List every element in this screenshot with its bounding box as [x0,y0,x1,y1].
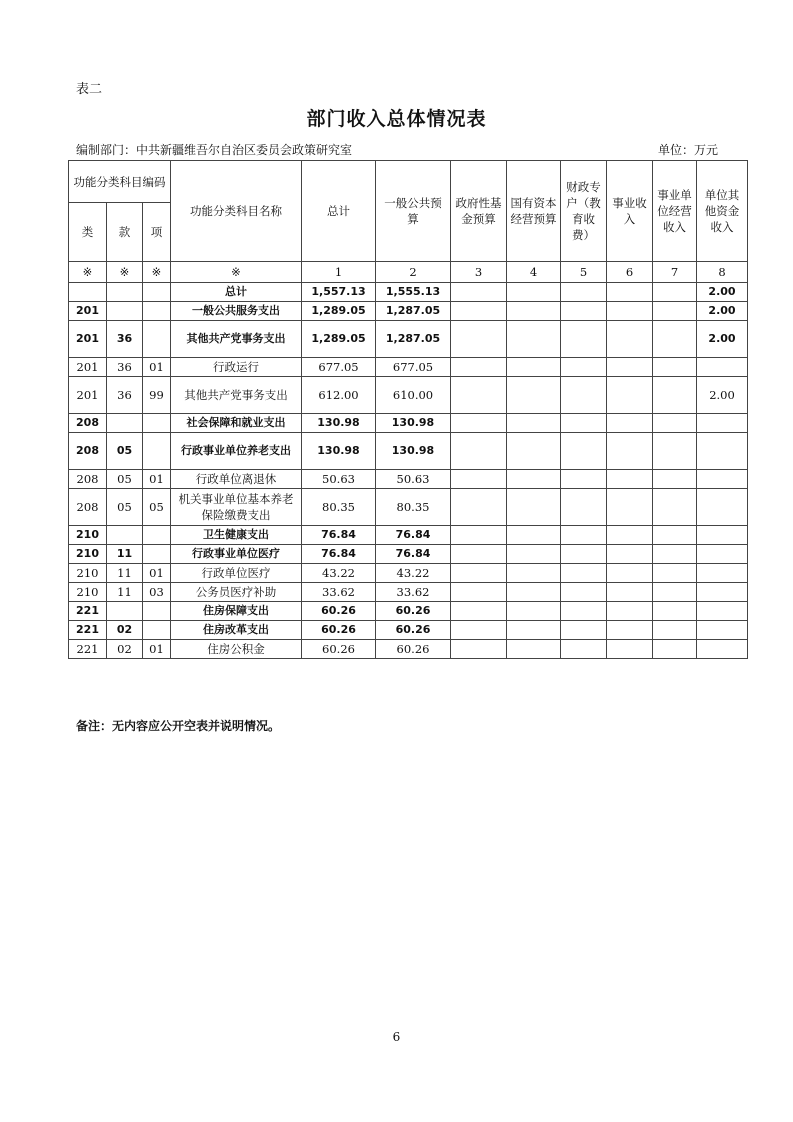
cell-name: 行政单位离退休 [171,470,302,489]
cell-general: 60.26 [376,621,451,640]
cell-c4 [507,640,561,659]
cell-c3 [451,470,507,489]
cell-general: 130.98 [376,433,451,470]
cell-c8 [697,564,748,583]
table-row [69,640,748,659]
cell-c6 [607,321,653,358]
header-total: 总计 [302,161,376,262]
cell-total: 60.26 [302,640,376,659]
cell-xiang [143,526,171,545]
cell-c5 [561,377,607,414]
cell-kuan: 11 [107,564,143,583]
cell-c3 [451,526,507,545]
header-state-capital: 国有资本经营预算 [507,161,561,262]
cell-total: 33.62 [302,583,376,602]
cell-total: 1,557.13 [302,283,376,302]
cell-c4 [507,526,561,545]
table-row [69,321,748,358]
cell-c3 [451,283,507,302]
header-name: 功能分类科目名称 [171,161,302,262]
index-cell: 3 [451,262,507,283]
cell-name: 住房改革支出 [171,621,302,640]
cell-c7 [653,321,697,358]
cell-c7 [653,358,697,377]
cell-lei: 210 [69,564,107,583]
cell-c7 [653,583,697,602]
cell-c8: 2.00 [697,321,748,358]
cell-general: 43.22 [376,564,451,583]
cell-xiang [143,302,171,321]
cell-xiang [143,545,171,564]
cell-total: 76.84 [302,526,376,545]
cell-name: 卫生健康支出 [171,526,302,545]
unit-label: 单位：万元 [658,143,719,157]
cell-general: 60.26 [376,640,451,659]
cell-kuan: 02 [107,640,143,659]
cell-c5 [561,526,607,545]
cell-xiang [143,283,171,302]
cell-kuan: 05 [107,489,143,526]
cell-name: 行政事业单位医疗 [171,545,302,564]
cell-c4 [507,545,561,564]
cell-kuan [107,283,143,302]
cell-c7 [653,414,697,433]
cell-kuan: 05 [107,433,143,470]
table-row [69,489,748,526]
cell-total: 130.98 [302,414,376,433]
index-cell: 1 [302,262,376,283]
cell-c5 [561,602,607,621]
index-row [69,262,748,283]
compiling-department: 编制部门：中共新疆维吾尔自治区委员会政策研究室 [76,143,353,157]
cell-lei: 201 [69,377,107,414]
cell-lei: 210 [69,545,107,564]
table-label: 表二 [76,82,103,97]
cell-total: 43.22 [302,564,376,583]
cell-general: 1,287.05 [376,321,451,358]
cell-general: 610.00 [376,377,451,414]
cell-c5 [561,321,607,358]
cell-name: 其他共产党事务支出 [171,321,302,358]
income-summary-table [68,160,748,659]
cell-c4 [507,377,561,414]
cell-c6 [607,414,653,433]
cell-c5 [561,414,607,433]
cell-lei: 201 [69,358,107,377]
cell-c4 [507,621,561,640]
cell-lei: 201 [69,321,107,358]
page-title: 部门收入总体情况表 [306,108,487,130]
cell-c7 [653,640,697,659]
cell-xiang: 99 [143,377,171,414]
header-general-budget: 一般公共预算 [376,161,451,262]
table-row [69,470,748,489]
cell-general: 1,555.13 [376,283,451,302]
cell-c3 [451,640,507,659]
cell-c3 [451,433,507,470]
cell-xiang [143,433,171,470]
header-lei: 类 [69,203,107,262]
cell-total: 130.98 [302,433,376,470]
cell-name: 其他共产党事务支出 [171,377,302,414]
cell-general: 76.84 [376,526,451,545]
cell-name: 住房保障支出 [171,602,302,621]
cell-c5 [561,302,607,321]
header-unit-operating: 事业单位经营收入 [653,161,697,262]
cell-c6 [607,621,653,640]
cell-c7 [653,302,697,321]
page-number: 6 [392,1030,401,1044]
cell-lei [69,283,107,302]
cell-lei: 221 [69,640,107,659]
cell-c4 [507,602,561,621]
cell-name: 一般公共服务支出 [171,302,302,321]
cell-total: 677.05 [302,358,376,377]
cell-kuan: 11 [107,583,143,602]
cell-c4 [507,564,561,583]
cell-c4 [507,433,561,470]
cell-c6 [607,433,653,470]
cell-c3 [451,564,507,583]
cell-c5 [561,640,607,659]
cell-kuan: 02 [107,621,143,640]
cell-general: 50.63 [376,470,451,489]
cell-c4 [507,414,561,433]
cell-xiang: 05 [143,489,171,526]
cell-total: 1,289.05 [302,302,376,321]
cell-c3 [451,545,507,564]
cell-xiang [143,414,171,433]
table-row [69,526,748,545]
cell-lei: 208 [69,489,107,526]
cell-c5 [561,621,607,640]
cell-c8 [697,545,748,564]
cell-c7 [653,489,697,526]
cell-total: 80.35 [302,489,376,526]
cell-lei: 208 [69,414,107,433]
cell-c8 [697,489,748,526]
cell-c5 [561,489,607,526]
cell-c5 [561,564,607,583]
header-other: 单位其他资金收入 [697,161,748,262]
cell-general: 677.05 [376,358,451,377]
cell-c8 [697,640,748,659]
cell-name: 总计 [171,283,302,302]
index-cell: ※ [107,262,143,283]
index-cell: 2 [376,262,451,283]
cell-c7 [653,470,697,489]
cell-c8 [697,621,748,640]
cell-c3 [451,321,507,358]
cell-c8: 2.00 [697,283,748,302]
cell-kuan: 05 [107,470,143,489]
table-row [69,545,748,564]
cell-c6 [607,583,653,602]
cell-c3 [451,489,507,526]
table-row [69,621,748,640]
index-cell: 6 [607,262,653,283]
cell-c6 [607,377,653,414]
cell-name: 公务员医疗补助 [171,583,302,602]
cell-c4 [507,321,561,358]
cell-c6 [607,470,653,489]
cell-kuan [107,302,143,321]
cell-total: 50.63 [302,470,376,489]
cell-c7 [653,433,697,470]
cell-c6 [607,640,653,659]
header-code-group: 功能分类科目编码 [69,161,171,203]
cell-c8 [697,414,748,433]
cell-c7 [653,283,697,302]
index-cell: ※ [143,262,171,283]
cell-kuan: 11 [107,545,143,564]
cell-c3 [451,602,507,621]
header-edu-fee: 财政专户（教育收费） [561,161,607,262]
cell-c4 [507,283,561,302]
table-row [69,414,748,433]
cell-c4 [507,470,561,489]
cell-kuan: 36 [107,321,143,358]
cell-c8 [697,526,748,545]
cell-lei: 210 [69,526,107,545]
cell-c8 [697,470,748,489]
cell-lei: 201 [69,302,107,321]
cell-general: 1,287.05 [376,302,451,321]
cell-c7 [653,602,697,621]
cell-c6 [607,358,653,377]
table-row [69,602,748,621]
table-row [69,433,748,470]
cell-name: 机关事业单位基本养老保险缴费支出 [171,489,302,526]
cell-c7 [653,526,697,545]
cell-xiang: 03 [143,583,171,602]
table-row [69,564,748,583]
cell-lei: 208 [69,433,107,470]
index-cell: ※ [69,262,107,283]
cell-c6 [607,302,653,321]
cell-c5 [561,358,607,377]
cell-c5 [561,283,607,302]
cell-c3 [451,621,507,640]
cell-general: 130.98 [376,414,451,433]
cell-name: 行政事业单位养老支出 [171,433,302,470]
cell-c5 [561,470,607,489]
cell-total: 612.00 [302,377,376,414]
cell-name: 社会保障和就业支出 [171,414,302,433]
cell-c8: 2.00 [697,302,748,321]
cell-c5 [561,433,607,470]
cell-c8 [697,583,748,602]
cell-xiang: 01 [143,470,171,489]
cell-total: 60.26 [302,621,376,640]
header-row-1 [69,161,748,203]
cell-c4 [507,358,561,377]
index-cell: 4 [507,262,561,283]
cell-lei: 210 [69,583,107,602]
cell-c8: 2.00 [697,377,748,414]
cell-c6 [607,564,653,583]
cell-kuan: 36 [107,377,143,414]
table-row [69,583,748,602]
footnote: 备注：无内容应公开空表并说明情况。 [76,719,281,733]
cell-name: 行政运行 [171,358,302,377]
cell-lei: 208 [69,470,107,489]
cell-total: 76.84 [302,545,376,564]
cell-total: 1,289.05 [302,321,376,358]
index-cell: 5 [561,262,607,283]
cell-c3 [451,377,507,414]
cell-lei: 221 [69,602,107,621]
cell-name: 住房公积金 [171,640,302,659]
table-row [69,358,748,377]
cell-general: 80.35 [376,489,451,526]
cell-c6 [607,489,653,526]
cell-kuan: 36 [107,358,143,377]
cell-lei: 221 [69,621,107,640]
cell-xiang: 01 [143,564,171,583]
cell-c7 [653,377,697,414]
cell-c3 [451,583,507,602]
cell-c7 [653,564,697,583]
cell-xiang [143,321,171,358]
cell-c3 [451,414,507,433]
cell-c5 [561,583,607,602]
cell-c4 [507,583,561,602]
cell-name: 行政单位医疗 [171,564,302,583]
cell-c4 [507,302,561,321]
cell-kuan [107,414,143,433]
cell-c7 [653,545,697,564]
cell-c8 [697,358,748,377]
table-row [69,377,748,414]
cell-c6 [607,526,653,545]
cell-general: 76.84 [376,545,451,564]
cell-c6 [607,602,653,621]
cell-kuan [107,602,143,621]
cell-xiang: 01 [143,358,171,377]
cell-kuan [107,526,143,545]
cell-c7 [653,621,697,640]
cell-c6 [607,283,653,302]
cell-c3 [451,302,507,321]
index-cell: 7 [653,262,697,283]
cell-c3 [451,358,507,377]
table-row [69,283,748,302]
header-gov-fund: 政府性基金预算 [451,161,507,262]
cell-general: 33.62 [376,583,451,602]
cell-general: 60.26 [376,602,451,621]
cell-xiang: 01 [143,640,171,659]
cell-c6 [607,545,653,564]
index-cell: ※ [171,262,302,283]
cell-c8 [697,602,748,621]
header-business: 事业收入 [607,161,653,262]
cell-total: 60.26 [302,602,376,621]
index-cell: 8 [697,262,748,283]
table-row [69,302,748,321]
cell-c4 [507,489,561,526]
cell-c8 [697,433,748,470]
cell-xiang [143,602,171,621]
header-xiang: 项 [143,203,171,262]
cell-xiang [143,621,171,640]
header-kuan: 款 [107,203,143,262]
cell-c5 [561,545,607,564]
